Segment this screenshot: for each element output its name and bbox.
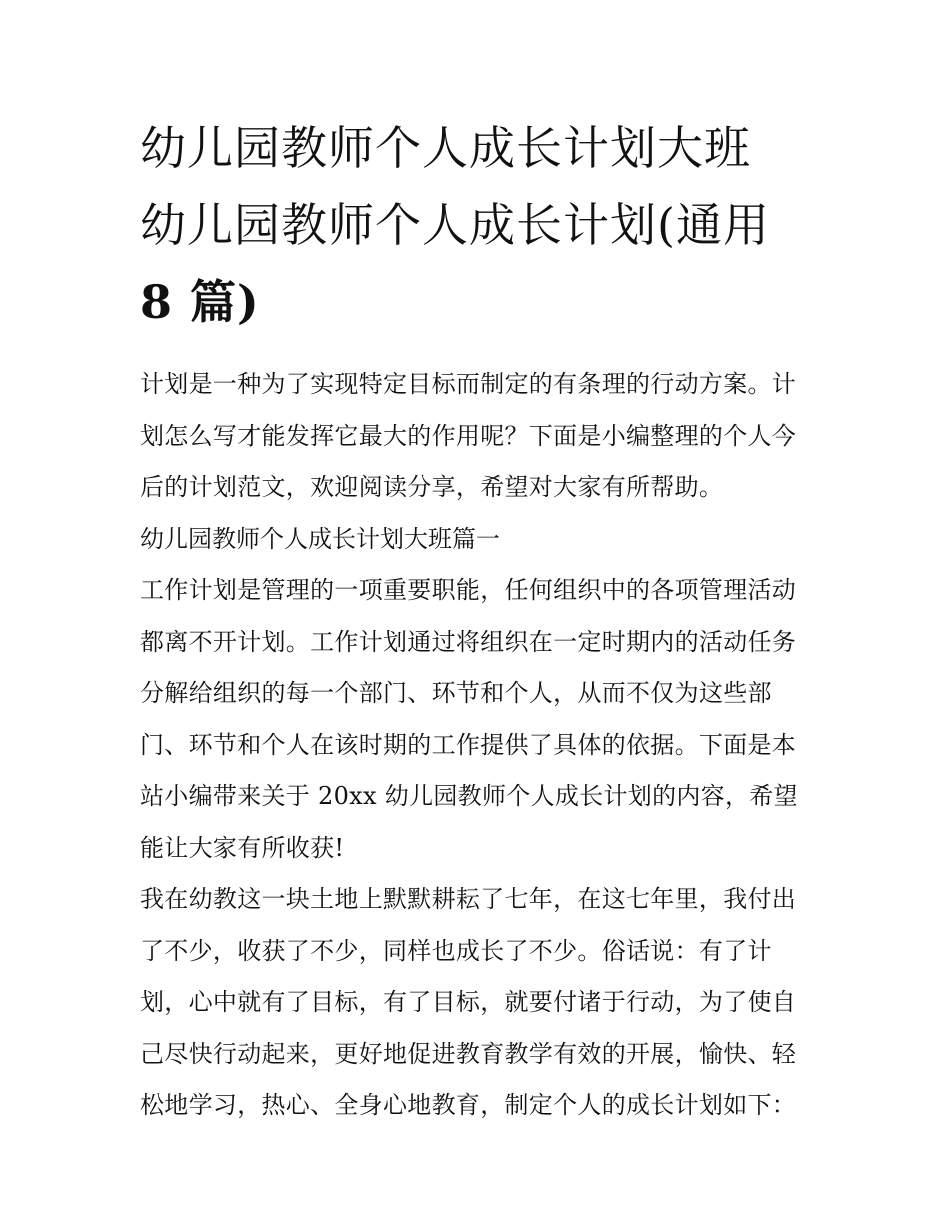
text-line: 划怎么写才能发挥它最大的作用呢？下面是小编整理的个人今 [140,421,797,450]
text-line: 我在幼教这一块土地上默默耕耘了七年，在这七年里，我付出 [140,885,797,913]
title-line-1: 幼儿园教师个人成长计划大班 [140,121,751,175]
text-line: 工作计划是管理的一项重要职能，任何组织中的各项管理活动 [140,576,797,604]
text-line: 了不少，收获了不少，同样也成长了不少。俗话说：有了计 [140,936,772,965]
text-line: 划，心中就有了目标，有了目标，就要付诸于行动，为了使自 [140,988,797,1016]
section-heading [140,514,812,566]
text-line: 都离不开计划。工作计划通过将组织在一定时期内的活动任务 [140,627,797,656]
text-line: 计划是一种为了实现特定目标而制定的有条理的行动方案。计 [140,370,797,398]
document-page [140,110,812,1132]
text-line: 能让大家有所收获! [140,833,345,862]
section-heading-text: 幼儿园教师个人成长计划大班篇一 [140,524,500,553]
text-line: 分解给组织的每一个部门、环节和个人，从而不仅为这些部 [140,679,772,707]
text-line: 己尽快行动起来，更好地促进教育教学有效的开展，愉快、轻 [140,1039,797,1068]
text-line: 门、环节和个人在该时期的工作提供了具体的依据。下面是本 [140,730,797,759]
document-title [140,110,812,341]
text-line: 松地学习，热心、全身心地教育，制定个人的成长计划如下： [140,1091,797,1119]
document-body [140,359,812,1132]
text-line: 站小编带来关于 20xx 幼儿园教师个人成长计划的内容，希望 [140,782,798,810]
text-line: 后的计划范文，欢迎阅读分享，希望对大家有所帮助。 [140,473,724,501]
personal-paragraph [140,874,812,1132]
work-plan-paragraph [140,565,812,874]
title-line-2: 幼儿园教师个人成长计划(通用 [140,198,770,252]
title-line-3: 8 篇) [140,275,260,329]
intro-paragraph [140,359,812,514]
